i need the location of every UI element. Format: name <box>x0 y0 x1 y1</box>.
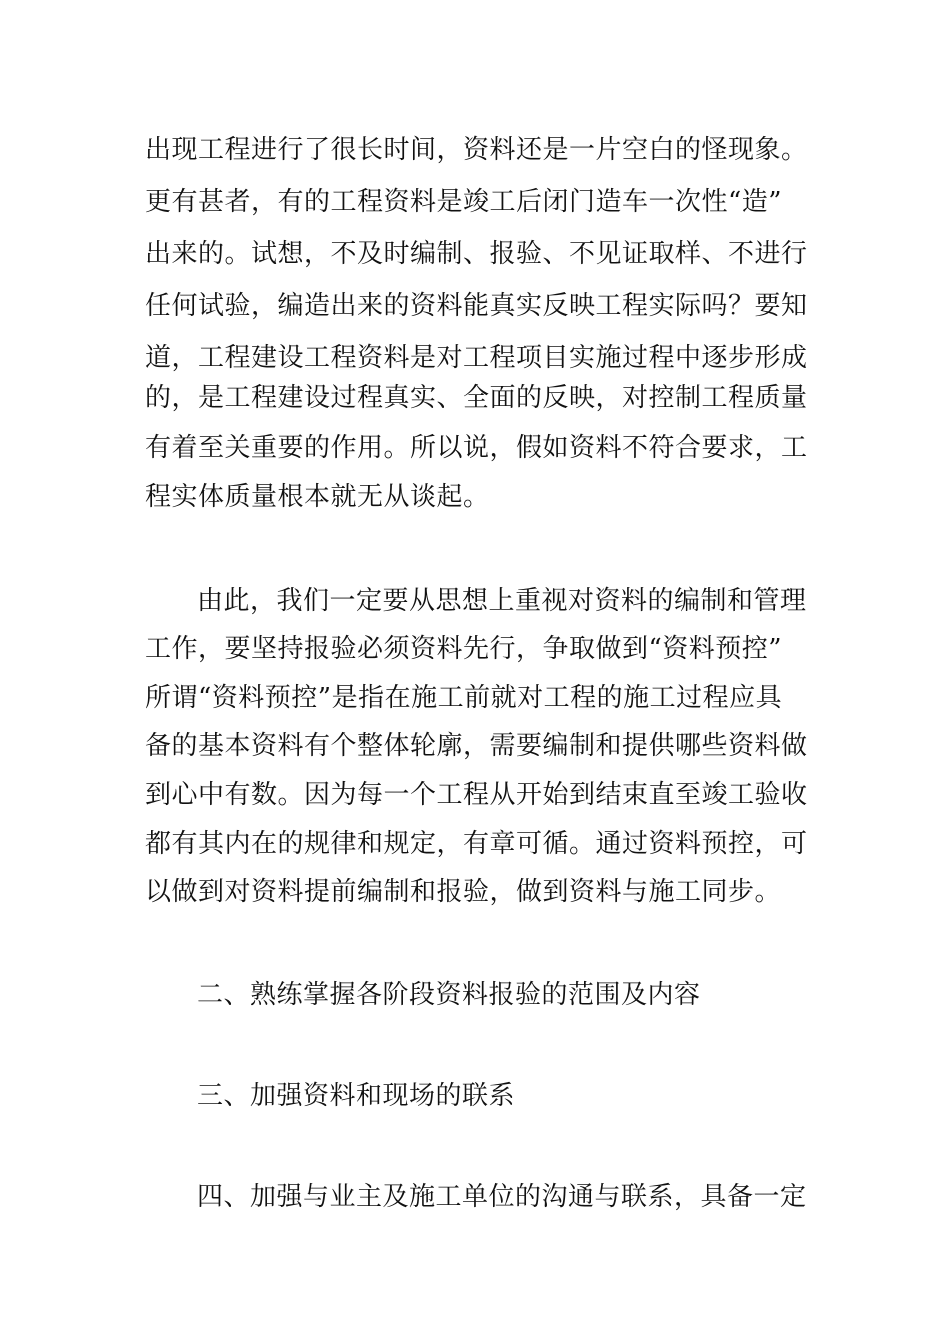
paragraph-1-line-1: 出现工程进行了很长时间，资料还是一片空白的怪现象。 <box>145 135 808 165</box>
paragraph-1-line-4: 任何试验，编造出来的资料能真实反映工程实际吗？要知 <box>145 291 808 321</box>
paragraph-1-line-2: 更有甚者，有的工程资料是竣工后闭门造车一次性“造” <box>145 187 783 217</box>
paragraph-1-line-8: 程实体质量根本就无从谈起。 <box>145 482 490 512</box>
section-heading-4: 四、加强与业主及施工单位的沟通与联系，具备一定 <box>197 1182 807 1212</box>
paragraph-2-line-2: 工作，要坚持报验必须资料先行，争取做到“资料预控” <box>145 634 783 664</box>
paragraph-2-line-5: 到心中有数。因为每一个工程从开始到结束直至竣工验收 <box>145 780 808 810</box>
paragraph-1-line-6: 的，是工程建设过程真实、全面的反映，对控制工程质量 <box>145 383 808 413</box>
paragraph-1-line-7: 有着至关重要的作用。所以说，假如资料不符合要求，工 <box>145 433 808 463</box>
section-heading-3: 三、加强资料和现场的联系 <box>197 1081 516 1111</box>
paragraph-2-line-4: 备的基本资料有个整体轮廓，需要编制和提供哪些资料做 <box>145 731 808 761</box>
paragraph-2-line-3: 所谓“资料预控”是指在施工前就对工程的施工过程应具 <box>145 683 783 713</box>
section-heading-2: 二、熟练掌握各阶段资料报验的范围及内容 <box>197 980 701 1010</box>
paragraph-2-line-1: 由此，我们一定要从思想上重视对资料的编制和管理 <box>197 586 807 616</box>
paragraph-1-line-3: 出来的。试想，不及时编制、报验、不见证取样、不进行 <box>145 239 808 269</box>
paragraph-2-line-6: 都有其内在的规律和规定，有章可循。通过资料预控，可 <box>145 829 808 859</box>
paragraph-2-line-7: 以做到对资料提前编制和报验，做到资料与施工同步。 <box>145 877 782 907</box>
paragraph-1-line-5: 道，工程建设工程资料是对工程项目实施过程中逐步形成 <box>145 343 808 373</box>
